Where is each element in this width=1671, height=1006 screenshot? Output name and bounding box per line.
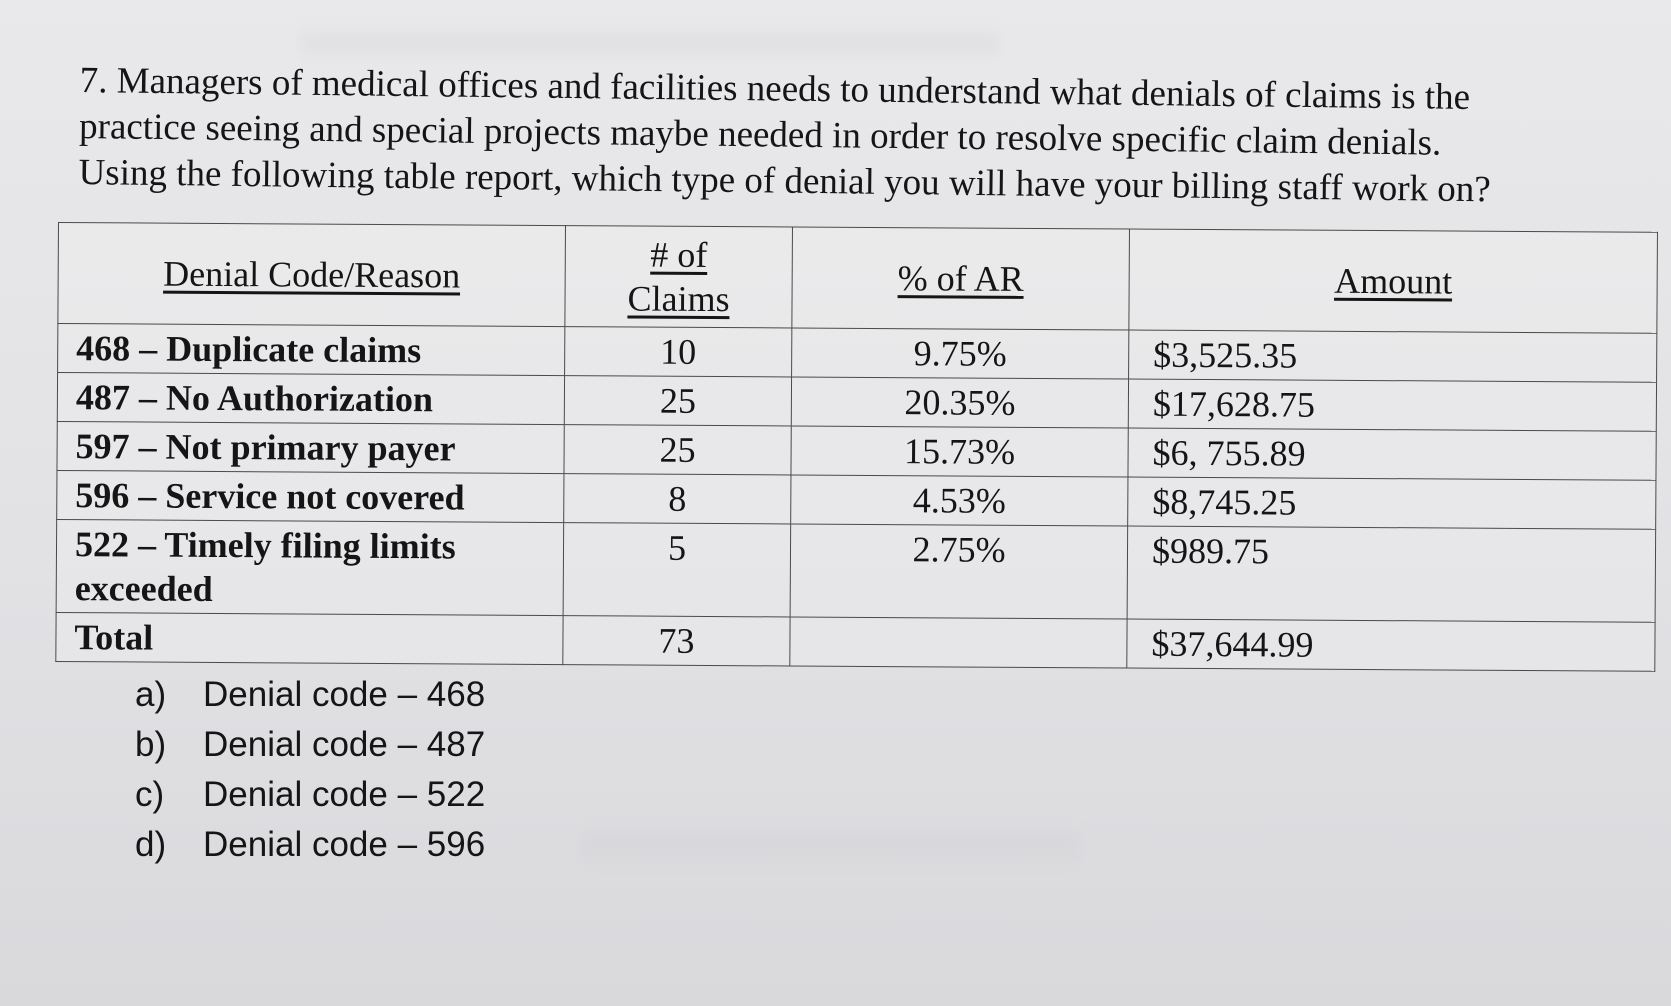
cell-amount: $989.75 xyxy=(1127,526,1656,622)
question-text xyxy=(78,58,1640,215)
option-b[interactable] xyxy=(135,720,485,770)
question-line: practice seeing and special projects maybe needed in order to resolve specific claim denials. xyxy=(78,105,1442,164)
cell-ar: 15.73% xyxy=(791,426,1128,477)
question-line: Using the following table report, which type of denial you will have your billing staff work on? xyxy=(78,151,1491,211)
option-letter: d) xyxy=(135,825,167,864)
option-text: Denial code – 487 xyxy=(203,725,486,764)
total-label: Total xyxy=(56,612,563,664)
option-d[interactable] xyxy=(135,820,485,870)
cell-code: 487 – No Authorization xyxy=(57,373,564,425)
question-line: 7. Managers of medical offices and facilities needs to understand what denials of claims is the xyxy=(79,59,1471,118)
denial-table xyxy=(55,222,1658,672)
cell-amount: $6, 755.89 xyxy=(1128,428,1656,480)
show-through-blur xyxy=(580,830,1080,860)
table-header-row xyxy=(58,223,1658,334)
header-claims xyxy=(565,226,793,328)
header-claims-line2: Claims xyxy=(627,278,730,320)
header-code: Denial Code/Reason xyxy=(58,223,566,327)
cell-code: 597 – Not primary payer xyxy=(57,421,564,473)
cell-ar: 20.35% xyxy=(791,377,1128,428)
option-a[interactable] xyxy=(135,670,485,720)
cell-code: 522 – Timely filing limits exceeded xyxy=(56,519,564,615)
option-letter: b) xyxy=(135,725,167,764)
option-text: Denial code – 596 xyxy=(203,825,486,864)
show-through-blur xyxy=(300,30,1000,56)
cell-claims: 25 xyxy=(564,376,791,426)
denial-table-container xyxy=(55,222,1658,672)
cell-amount: $8,745.25 xyxy=(1128,477,1656,529)
cell-amount: $3,525.35 xyxy=(1129,330,1657,382)
cell-code: 468 – Duplicate claims xyxy=(58,324,565,376)
cell-claims: 25 xyxy=(564,425,791,475)
option-letter: c) xyxy=(135,775,165,814)
cell-amount: $17,628.75 xyxy=(1128,379,1656,431)
total-ar xyxy=(790,617,1127,668)
header-ar: % of AR xyxy=(792,227,1130,330)
total-amount: $37,644.99 xyxy=(1127,619,1655,671)
table-row xyxy=(56,519,1656,622)
cell-code: 596 – Service not covered xyxy=(57,470,564,522)
cell-claims: 8 xyxy=(564,474,791,524)
option-c[interactable] xyxy=(135,770,485,820)
header-amount: Amount xyxy=(1129,229,1658,333)
option-text: Denial code – 522 xyxy=(203,775,486,814)
answer-options xyxy=(135,670,485,870)
header-claims-line1: # of xyxy=(650,234,708,275)
cell-ar: 9.75% xyxy=(792,328,1129,379)
table-total-row xyxy=(56,612,1655,671)
cell-claims: 10 xyxy=(565,327,792,377)
total-claims: 73 xyxy=(563,616,790,666)
cell-claims: 5 xyxy=(563,523,791,617)
option-letter: a) xyxy=(135,675,167,714)
option-text: Denial code – 468 xyxy=(203,675,486,714)
cell-ar: 2.75% xyxy=(790,524,1128,619)
cell-ar: 4.53% xyxy=(791,475,1128,526)
